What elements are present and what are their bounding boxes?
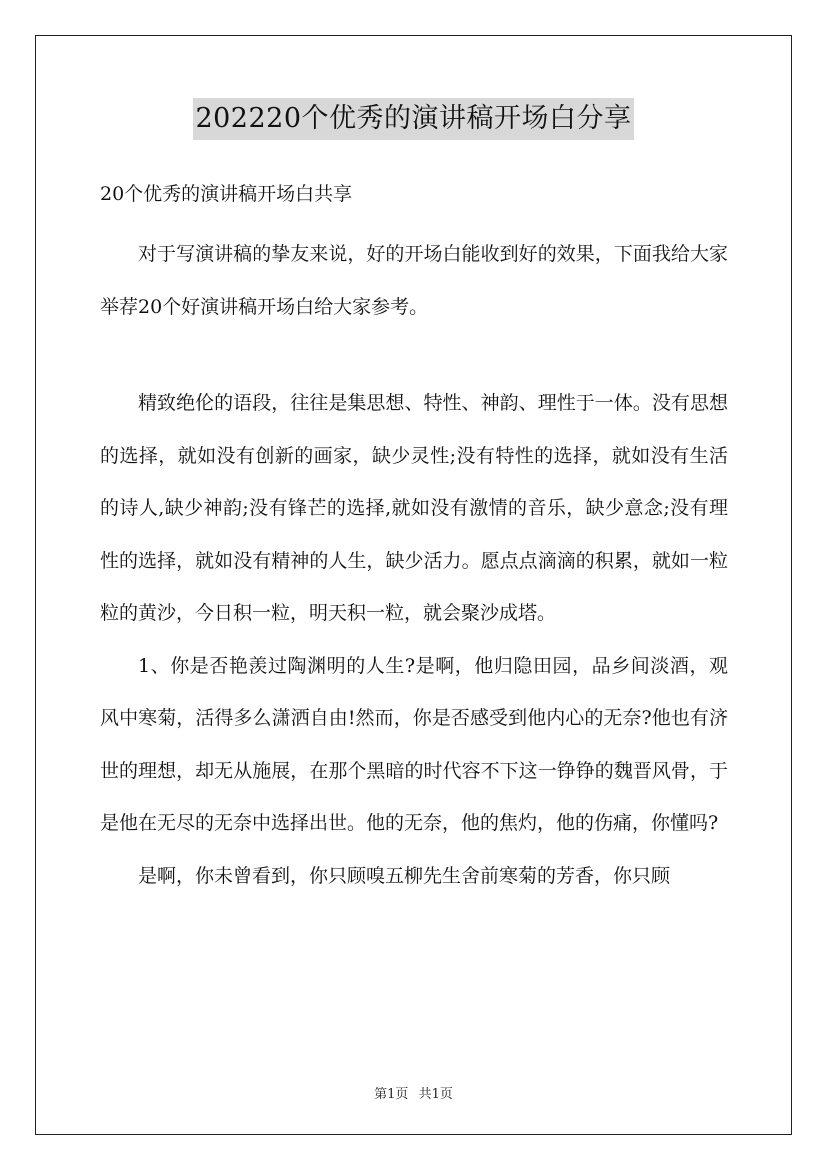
page-number-current: 第1页 — [374, 1087, 409, 1102]
paragraph: 精致绝伦的语段，往往是集思想、特性、神韵、理性于一体。没有思想的选择，就如没有创新的画家，缺少灵性;没有特性的选择，就如没有生活的诗人,缺少神韵;没有锋芒的选择,就如没有激情的音乐，缺少意念;没有理性的选择，就如没有精神的人生，缺少活力。愿点点滴滴的积累，就如一粒粒的黄沙，今日积一粒，明天积一粒，就会聚沙成塔。 — [100, 392, 728, 624]
title-container — [0, 98, 827, 140]
document-body — [100, 176, 728, 902]
page-footer — [0, 1083, 827, 1102]
document-title: 202220个优秀的演讲稿开场白分享 — [193, 98, 633, 140]
paragraph-intro: 对于写演讲稿的挚友来说，好的开场白能收到好的效果，下面我给大家举荐20个好演讲稿开场白给大家参考。 — [100, 243, 728, 318]
page-number-total: 共1页 — [418, 1087, 453, 1102]
paragraph: 是啊，你未曾看到，你只顾嗅五柳先生舍前寒菊的芳香，你只顾 — [138, 864, 671, 887]
paragraph: 1、你是否艳羡过陶渊明的人生?是啊，他归隐田园，品乡间淡酒，观风中寒菊，活得多么潇洒自由!然而，你是否感受到他内心的无奈?他也有济世的理想，却无从施展，在那个黑暗的时代容不下这一铮铮的魏晋风骨，于是他在无尽的无奈中选择出世。他的无奈，他的焦灼，他的伤痛，你懂吗? — [100, 654, 728, 834]
document-subtitle: 20个优秀的演讲稿开场白共享 — [100, 183, 353, 205]
